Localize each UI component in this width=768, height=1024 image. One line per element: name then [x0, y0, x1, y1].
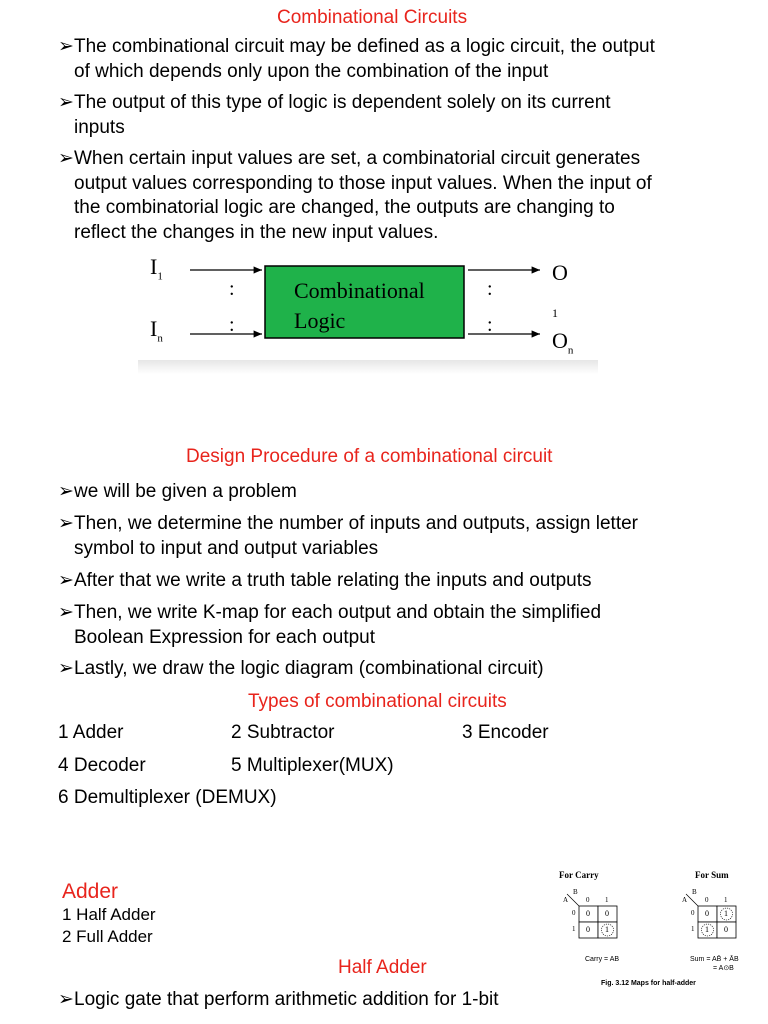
type-item-subtractor: 2 Subtractor: [231, 722, 335, 743]
half-adder-title: Half Adder: [338, 957, 427, 978]
bullet-marker: ➢: [58, 36, 74, 57]
bullet-line: Lastly, we draw the logic diagram (combinational circuit): [74, 658, 544, 679]
kmap-carry-var-a: A: [563, 896, 569, 904]
kmap-carry-row-0: 0: [572, 909, 576, 917]
bullet-3: [58, 147, 758, 245]
kmap-carry-cell: 1: [605, 925, 609, 934]
bullet-design-5: [58, 657, 758, 682]
bullet-design-4: [58, 601, 758, 650]
combinational-logic-diagram: [138, 252, 598, 374]
kmap-sum-var-a: A: [682, 896, 688, 904]
kmap-sum-cell: 0: [724, 925, 728, 934]
type-item-adder: 1 Adder: [58, 722, 124, 743]
bullet-design-2: [58, 512, 758, 561]
bullet-line: the combinatorial logic are changed, the outputs are changing to: [74, 197, 615, 218]
section-title-combinational-circuits: Combinational Circuits: [277, 7, 468, 28]
bullet-line: of which depends only upon the combination of the input: [74, 60, 549, 82]
input-dots: :: [229, 278, 235, 300]
type-item-encoder: 3 Encoder: [462, 722, 549, 743]
diagram-svg: [138, 252, 598, 374]
output-dots-lower: :: [487, 314, 493, 336]
kmap-carry-col-0: 0: [586, 896, 590, 904]
bullet-line: reflect the changes in the new input values.: [74, 221, 439, 243]
bullet-line: Logic gate that perform arithmetic addition for 1-bit: [74, 989, 499, 1010]
bullet-line: symbol to input and output variables: [74, 537, 379, 559]
input-dots-lower: :: [229, 314, 235, 336]
bullet-line: The combinational circuit may be defined as a logic circuit, the output: [74, 36, 655, 57]
kmap-sum-col-1: 1: [724, 896, 728, 904]
bullet-line: Then, we determine the number of inputs and outputs, assign letter: [74, 513, 638, 534]
kmap-sum-row-0: 0: [691, 909, 695, 917]
kmap-carry-row-1: 1: [572, 925, 576, 933]
section-title-design-procedure: Design Procedure of a combinational circuit: [186, 446, 553, 467]
output-first-sub: 1: [552, 306, 558, 320]
box-label-line2: Logic: [294, 308, 346, 333]
type-item-decoder: 4 Decoder: [58, 755, 146, 776]
output-last-label: $O_n$: [552, 328, 574, 357]
type-item-multiplexer: 5 Multiplexer(MUX): [231, 755, 394, 776]
bullet-marker: ➢: [58, 602, 74, 623]
bullet-marker: ➢: [58, 513, 74, 534]
section-title-types: Types of combinational circuits: [248, 691, 507, 712]
kmap-carry-col-1: 1: [605, 896, 609, 904]
kmap-carry-cell: 0: [586, 925, 590, 934]
kmap-carry-title: For Carry: [559, 870, 599, 880]
bullet-line: When certain input values are set, a combinatorial circuit generates: [74, 148, 641, 169]
bullet-2: [58, 91, 758, 140]
bullet-marker: ➢: [58, 92, 74, 113]
bullet-line: we will be given a problem: [74, 481, 297, 502]
kmap-carry-var-b: B: [573, 888, 578, 896]
adder-item-half: 1 Half Adder: [62, 905, 156, 924]
kmap-carry-cell: 0: [586, 909, 590, 918]
kmap-sum-col-0: 0: [705, 896, 709, 904]
kmap-grids-svg: [555, 886, 745, 958]
bullet-marker: ➢: [58, 148, 74, 169]
bullet-line: The output of this type of logic is dependent solely on its current: [74, 92, 611, 113]
bullet-marker: ➢: [58, 570, 74, 591]
type-item-demultiplexer: 6 Demultiplexer (DEMUX): [58, 787, 277, 808]
bullet-marker: ➢: [58, 658, 74, 679]
kmap-carry-cell: 0: [605, 909, 609, 918]
bullet-design-1: [58, 480, 758, 505]
kmap-sum-equation-2: = A⊙B: [713, 965, 734, 972]
bullet-line: Boolean Expression for each output: [74, 626, 376, 648]
kmap-sum-title: For Sum: [695, 870, 729, 880]
box-label-line1: Combinational: [294, 278, 425, 303]
bullet-line: After that we write a truth table relating the inputs and outputs: [74, 570, 592, 591]
kmap-sum-row-1: 1: [691, 925, 695, 933]
kmap-sum-var-b: B: [692, 888, 697, 896]
output-first-label: O: [552, 260, 568, 285]
bullet-design-3: [58, 569, 758, 594]
bullet-line: Then, we write K-map for each output and obtain the simplified: [74, 602, 602, 623]
adder-item-full: 2 Full Adder: [62, 927, 153, 946]
bullet-line: output values corresponding to those input values. When the input of: [74, 172, 652, 194]
adder-title: Adder: [62, 880, 119, 903]
kmap-sum-cell: 0: [705, 909, 709, 918]
bullet-marker: ➢: [58, 989, 74, 1010]
kmap-sum-cell: 1: [724, 909, 728, 918]
diagram-shadow: [138, 360, 598, 374]
kmap-sum-equation: Sum = AB̄ + ĀB: [690, 956, 739, 963]
input-last-label: $I_n$: [150, 316, 163, 345]
input-first-label: $I_1$: [150, 254, 163, 283]
output-dots: :: [487, 278, 493, 300]
bullet-line: inputs: [74, 116, 125, 138]
bullet-1: [58, 35, 758, 84]
kmap-figure-caption: Fig. 3.12 Maps for half-adder: [601, 980, 696, 987]
bullet-marker: ➢: [58, 481, 74, 502]
kmap-carry-equation: Carry = AB: [585, 956, 620, 963]
kmap-sum-cell: 1: [705, 925, 709, 934]
half-adder-kmaps-figure: [555, 868, 745, 993]
